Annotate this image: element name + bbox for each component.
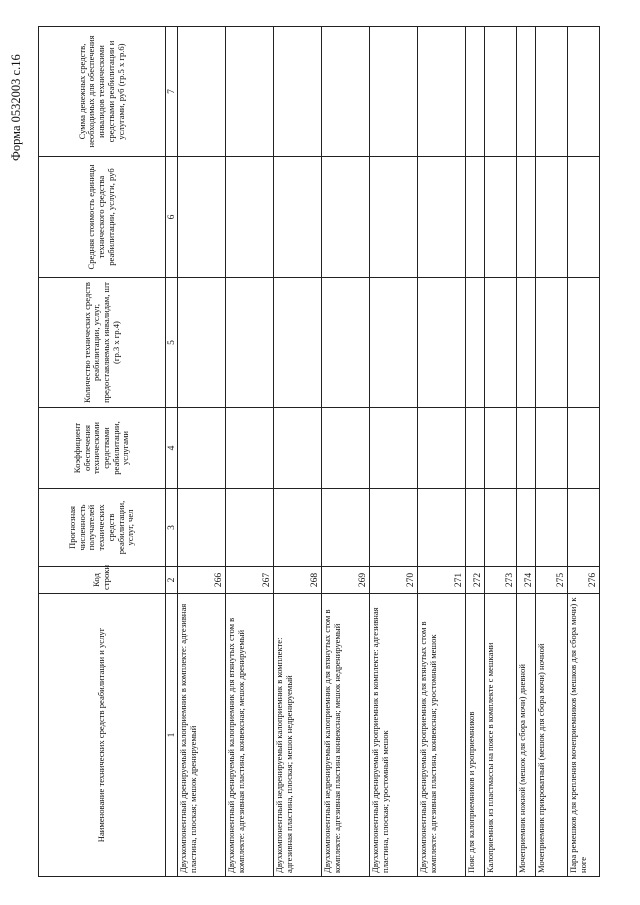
row-code: 270	[370, 567, 418, 594]
row-name: Мочеприемник ножной (мешок для сбора мочи) дневной	[517, 594, 536, 877]
table-row	[568, 27, 600, 877]
header-sum: Сумма денежных средств, необходимых для обеспечения инвалидов техническими средствами реабилитации и услугами, руб (гр.5 х гр.6)	[39, 27, 166, 157]
column-number: 7	[166, 27, 178, 157]
value-cell[interactable]	[226, 489, 274, 567]
header-row	[39, 27, 166, 877]
value-cell[interactable]	[226, 408, 274, 489]
value-cell[interactable]	[536, 408, 568, 489]
row-name: Пояс для калоприемников и уроприемников	[466, 594, 485, 877]
value-cell[interactable]	[226, 27, 274, 157]
row-code: 276	[568, 567, 600, 594]
value-cell[interactable]	[274, 157, 322, 278]
value-cell[interactable]	[322, 157, 370, 278]
value-cell[interactable]	[322, 408, 370, 489]
table-row	[466, 27, 485, 877]
value-cell[interactable]	[568, 27, 600, 157]
value-cell[interactable]	[466, 278, 485, 408]
value-cell[interactable]	[536, 489, 568, 567]
value-cell[interactable]	[274, 278, 322, 408]
value-cell[interactable]	[178, 489, 226, 567]
row-name: Двухкомпонентный дренируемый уроприемник в комплекте: адгезивная пластина, плоская; уростомный мешок	[370, 594, 418, 877]
column-number: 2	[166, 567, 178, 594]
value-cell[interactable]	[370, 157, 418, 278]
column-number: 1	[166, 594, 178, 877]
row-code: 268	[274, 567, 322, 594]
row-name: Двухкомпонентный дренируемый калоприемник в комплекте: адгезивная пластина, плоская; мешок дренируемый	[178, 594, 226, 877]
column-number-row	[166, 27, 178, 877]
row-name: Калоприемник из пластмассы на поясе в комплекте с мешками	[485, 594, 517, 877]
column-number: 3	[166, 489, 178, 567]
value-cell[interactable]	[568, 278, 600, 408]
value-cell[interactable]	[418, 489, 466, 567]
value-cell[interactable]	[274, 408, 322, 489]
value-cell[interactable]	[178, 408, 226, 489]
data-table	[38, 26, 600, 877]
table-row	[517, 27, 536, 877]
column-number: 4	[166, 408, 178, 489]
value-cell[interactable]	[517, 408, 536, 489]
row-code: 274	[517, 567, 536, 594]
table-row	[370, 27, 418, 877]
table-row	[418, 27, 466, 877]
table-row	[226, 27, 274, 877]
row-code: 271	[418, 567, 466, 594]
value-cell[interactable]	[466, 157, 485, 278]
value-cell[interactable]	[322, 278, 370, 408]
value-cell[interactable]	[178, 27, 226, 157]
row-code: 266	[178, 567, 226, 594]
header-avg-cost: Средняя стоимость единицы технического средства реабилитации, услуги, руб	[39, 157, 166, 278]
value-cell[interactable]	[178, 157, 226, 278]
row-code: 272	[466, 567, 485, 594]
header-quantity: Количество технических средств реабилитации, услуг, предоставляемых инвалидам, шт (гр.3 х гр.4)	[39, 278, 166, 408]
value-cell[interactable]	[418, 157, 466, 278]
value-cell[interactable]	[517, 489, 536, 567]
value-cell[interactable]	[568, 408, 600, 489]
value-cell[interactable]	[418, 278, 466, 408]
row-name: Двухкомпонентный недренируемый калоприемник для втянутых стом в комплекте: адгезивная пластина конвексная; мешок недренируемый	[322, 594, 370, 877]
row-code: 269	[322, 567, 370, 594]
value-cell[interactable]	[274, 27, 322, 157]
value-cell[interactable]	[370, 278, 418, 408]
value-cell[interactable]	[466, 27, 485, 157]
value-cell[interactable]	[485, 408, 517, 489]
column-number: 6	[166, 157, 178, 278]
value-cell[interactable]	[274, 489, 322, 567]
column-number: 5	[166, 278, 178, 408]
value-cell[interactable]	[485, 278, 517, 408]
value-cell[interactable]	[517, 157, 536, 278]
row-name: Двухкомпонентный дренируемый уроприемник для втянутых стом в комплекте: адгезивная пластина, конвексная; уростомный мешок	[418, 594, 466, 877]
value-cell[interactable]	[485, 157, 517, 278]
table-row	[274, 27, 322, 877]
value-cell[interactable]	[226, 278, 274, 408]
value-cell[interactable]	[485, 489, 517, 567]
value-cell[interactable]	[418, 408, 466, 489]
table-row	[178, 27, 226, 877]
form-code: Форма 0532003 с.16	[9, 54, 23, 161]
table-row	[485, 27, 517, 877]
value-cell[interactable]	[485, 27, 517, 157]
value-cell[interactable]	[466, 489, 485, 567]
table-row	[322, 27, 370, 877]
header-coefficient: Коэффициент обеспечения техническими средствами реабилитации, услугами	[39, 408, 166, 489]
value-cell[interactable]	[370, 489, 418, 567]
row-code: 273	[485, 567, 517, 594]
header-forecast: Прогнозная численность получателей технических средств реабилитации, услуг, чел	[39, 489, 166, 567]
value-cell[interactable]	[517, 27, 536, 157]
row-name: Двухкомпонентный дренируемый калоприемник для втянутых стом в комплекте: адгезивная пластина, конвексная; мешок дренируемый	[226, 594, 274, 877]
row-name: Двухкомпонентный недренируемый калоприемник в комплекте: адгезивная пластина, плоская; мешок недренируемый	[274, 594, 322, 877]
value-cell[interactable]	[517, 278, 536, 408]
row-name: Мочеприемник прикроватный (мешок для сбора мочи) ночной	[536, 594, 568, 877]
value-cell[interactable]	[178, 278, 226, 408]
value-cell[interactable]	[322, 27, 370, 157]
value-cell[interactable]	[370, 408, 418, 489]
row-name: Пара ремешков для крепления мочеприемников (мешков для сбора мочи) к ноге	[568, 594, 600, 877]
value-cell[interactable]	[536, 27, 568, 157]
header-code: Код строки	[39, 567, 166, 594]
value-cell[interactable]	[418, 27, 466, 157]
row-code: 267	[226, 567, 274, 594]
value-cell[interactable]	[322, 489, 370, 567]
value-cell[interactable]	[536, 278, 568, 408]
row-code: 275	[536, 567, 568, 594]
value-cell[interactable]	[568, 489, 600, 567]
table-row	[536, 27, 568, 877]
value-cell[interactable]	[568, 157, 600, 278]
value-cell[interactable]	[226, 157, 274, 278]
value-cell[interactable]	[370, 27, 418, 157]
value-cell[interactable]	[536, 157, 568, 278]
header-name: Наименование технических средств реабилитации и услуг	[39, 594, 166, 877]
value-cell[interactable]	[466, 408, 485, 489]
